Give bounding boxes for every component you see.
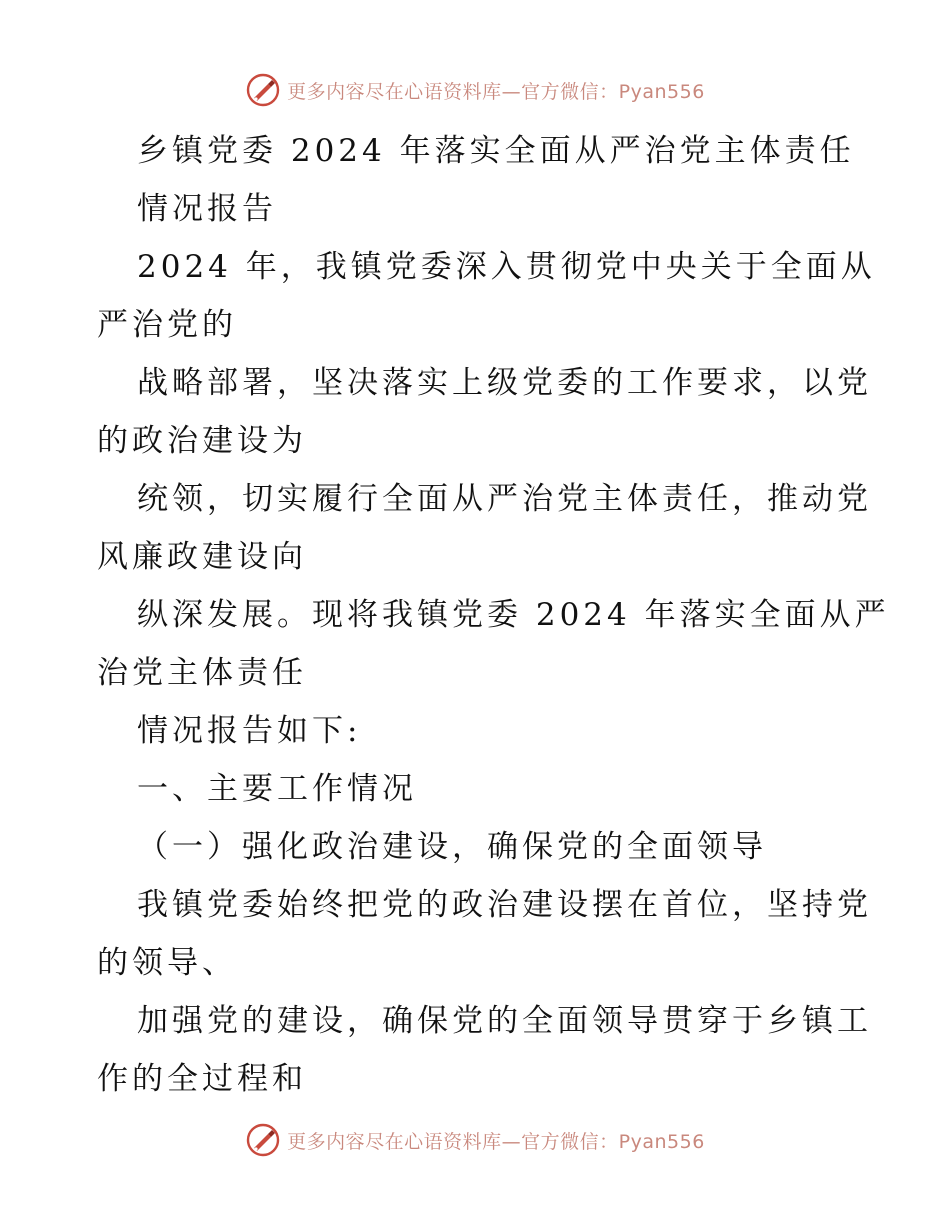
paragraph-line: 风廉政建设向: [97, 539, 307, 575]
paragraph-line: 统领，切实履行全面从严治党主体责任，推动党: [137, 481, 872, 517]
subsection-heading: （一）强化政治建设，确保党的全面领导: [137, 829, 767, 865]
paragraph-line: 作的全过程和: [97, 1061, 307, 1097]
watermark-footer: [0, 1120, 950, 1160]
paragraph-line: 情况报告如下:: [137, 713, 362, 749]
paragraph-line: 我镇党委始终把党的政治建设摆在首位，坚持党: [137, 887, 872, 923]
paragraph-line: 2024 年，我镇党委深入贯彻党中央关于全面从: [137, 249, 876, 285]
pen-nib-logo-icon: [245, 1122, 281, 1158]
watermark-text: 更多内容尽在心语资料库—官方微信：Pyan556: [287, 80, 705, 103]
watermark-header: [0, 70, 950, 110]
pen-nib-logo-icon: [245, 72, 281, 108]
paragraph-line: 加强党的建设，确保党的全面领导贯穿于乡镇工: [137, 1003, 872, 1039]
watermark-text: 更多内容尽在心语资料库—官方微信：Pyan556: [287, 1130, 705, 1153]
paragraph-line: 严治党的: [97, 307, 237, 343]
doc-title-line-1: 乡镇党委 2024 年落实全面从严治党主体责任: [137, 133, 855, 169]
paragraph-line: 治党主体责任: [97, 655, 307, 691]
paragraph-line: 的政治建设为: [97, 423, 307, 459]
section-heading: 一、主要工作情况: [137, 771, 417, 807]
paragraph-line: 纵深发展。现将我镇党委 2024 年落实全面从严: [137, 597, 890, 633]
paragraph-line: 战略部署，坚决落实上级党委的工作要求，以党: [137, 365, 872, 401]
document-body: [97, 122, 890, 1108]
doc-title-line-2: 情况报告: [137, 191, 277, 227]
paragraph-line: 的领导、: [97, 945, 237, 981]
